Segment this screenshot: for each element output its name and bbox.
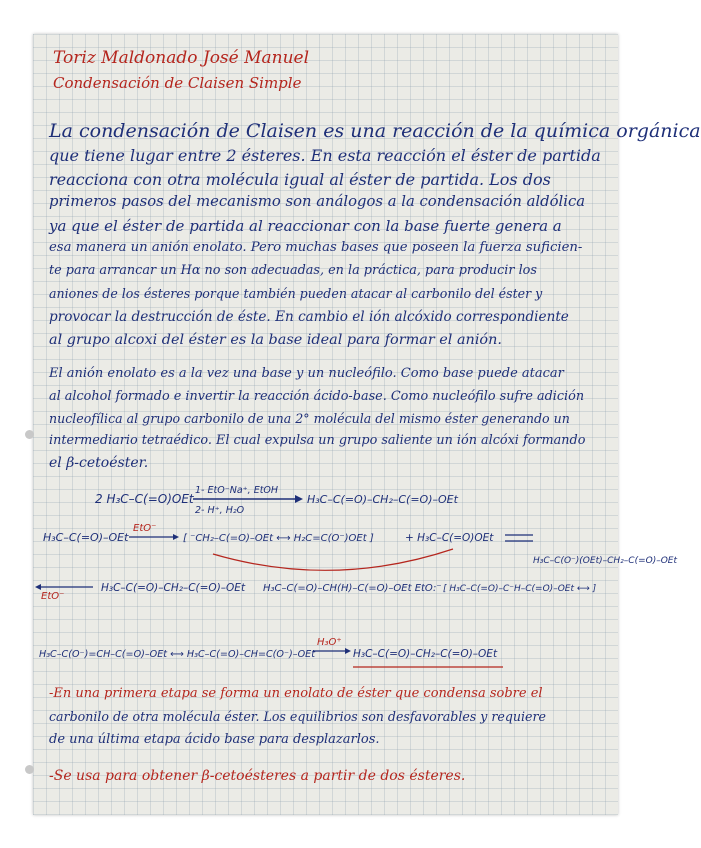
text-line: reacciona con otra molécula igual al éster de partida. Los dos bbox=[49, 170, 551, 189]
reaction-mechanism-diagram bbox=[33, 479, 678, 699]
binder-hole bbox=[25, 430, 34, 439]
deprotonation-label: H₃C–C(=O)–CH(H)–C(=O)–OEt EtO:⁻ bbox=[263, 583, 442, 594]
text-line: al grupo alcoxi del éster es la base ideal para formar el anión. bbox=[49, 332, 502, 348]
intermediate-label: H₃C–C(O⁻)(OEt)–CH₂–C(=O)–OEt bbox=[533, 556, 678, 566]
note-line: carbonilo de otra molécula éster. Los equilibrios son desfavorables y requiere bbox=[49, 709, 546, 724]
enolate-resonance-label: [ H₃C–C(=O)–C⁻H–C(=O)–OEt ⟷ ] bbox=[443, 584, 597, 594]
text-line: que tiene lugar entre 2 ésteres. En esta reacción el éster de partida bbox=[49, 146, 601, 165]
text-line: primeros pasos del mecanismo son análogos a la condensación aldólica bbox=[49, 193, 586, 210]
text-line: te para arrancar un Hα no son adecuadas, en la práctica, para producir los bbox=[49, 263, 537, 278]
page-topic: Condensación de Claisen Simple bbox=[53, 74, 302, 92]
text-line: aniones de los ésteres porque también pueden atacar al carbonilo del éster y bbox=[49, 286, 543, 301]
ester-label: + H₃C–C(=O)OEt bbox=[405, 532, 494, 544]
enolate-resonance-label: [ ⁻CH₂–C(=O)–OEt ⟷ H₂C=C(O⁻)OEt ] bbox=[183, 533, 374, 544]
note-line: -En una primera etapa se forma un enolato de éster que condensa sobre el bbox=[49, 686, 543, 701]
text-line: esa manera un anión enolato. Pero muchas bases que poseen la fuerza suficien- bbox=[49, 240, 583, 255]
binder-hole bbox=[25, 765, 34, 774]
condition-label: 1- EtO⁻Na⁺, EtOH bbox=[195, 485, 279, 496]
condition-label: 2- H⁺, H₂O bbox=[195, 505, 245, 516]
reactant-label: 2 H₃C–C(=O)OEt bbox=[95, 492, 194, 506]
notebook-page bbox=[33, 34, 701, 815]
text-line: al alcohol formado e invertir la reacción ácido-base. Como nucleófilo sufre adición bbox=[49, 389, 585, 404]
arrow-head bbox=[295, 495, 303, 503]
base-label: EtO⁻ bbox=[133, 523, 157, 534]
note-line: -Se usa para obtener β-cetoésteres a partir de dos ésteres. bbox=[49, 768, 466, 784]
text-line: intermediario tetraédico. El cual expulsa un grupo saliente un ión alcóxi formando bbox=[49, 433, 586, 448]
resonance-label: H₃C–C(O⁻)=CH–C(=O)–OEt ⟷ H₃C–C(=O)–CH=C(O⁻)–OEt bbox=[39, 649, 315, 660]
base-label: EtO⁻ bbox=[41, 591, 65, 602]
note-line: de una última etapa ácido base para desplazarlos. bbox=[49, 732, 380, 747]
final-product-label: H₃C–C(=O)–CH₂–C(=O)–OEt bbox=[353, 648, 498, 660]
product-label: H₃C–C(=O)–CH₂–C(=O)–OEt bbox=[307, 493, 458, 506]
ester-label: H₃C–C(=O)–OEt bbox=[43, 531, 129, 544]
author-name: Toriz Maldonado José Manuel bbox=[53, 48, 310, 68]
text-line: ya que el éster de partida al reaccionar con la base fuerte genera a bbox=[49, 217, 562, 235]
text-line: El anión enolato es a la vez una base y un nucleófilo. Como base puede atacar bbox=[49, 366, 564, 381]
workup-label: H₃O⁺ bbox=[317, 637, 342, 648]
electron-arrow bbox=[213, 549, 453, 570]
text-line: nucleofílica al grupo carbonilo de una 2° molécula del mismo éster generando un bbox=[49, 411, 570, 426]
text-line: el β-cetoéster. bbox=[49, 455, 149, 471]
ketoester-label: H₃C–C(=O)–CH₂–C(=O)–OEt bbox=[101, 582, 246, 594]
text-line: La condensación de Claisen es una reacción de la química orgánica bbox=[49, 120, 701, 142]
text-line: provocar la destrucción de éste. En cambio el ión alcóxido correspondiente bbox=[49, 309, 569, 325]
